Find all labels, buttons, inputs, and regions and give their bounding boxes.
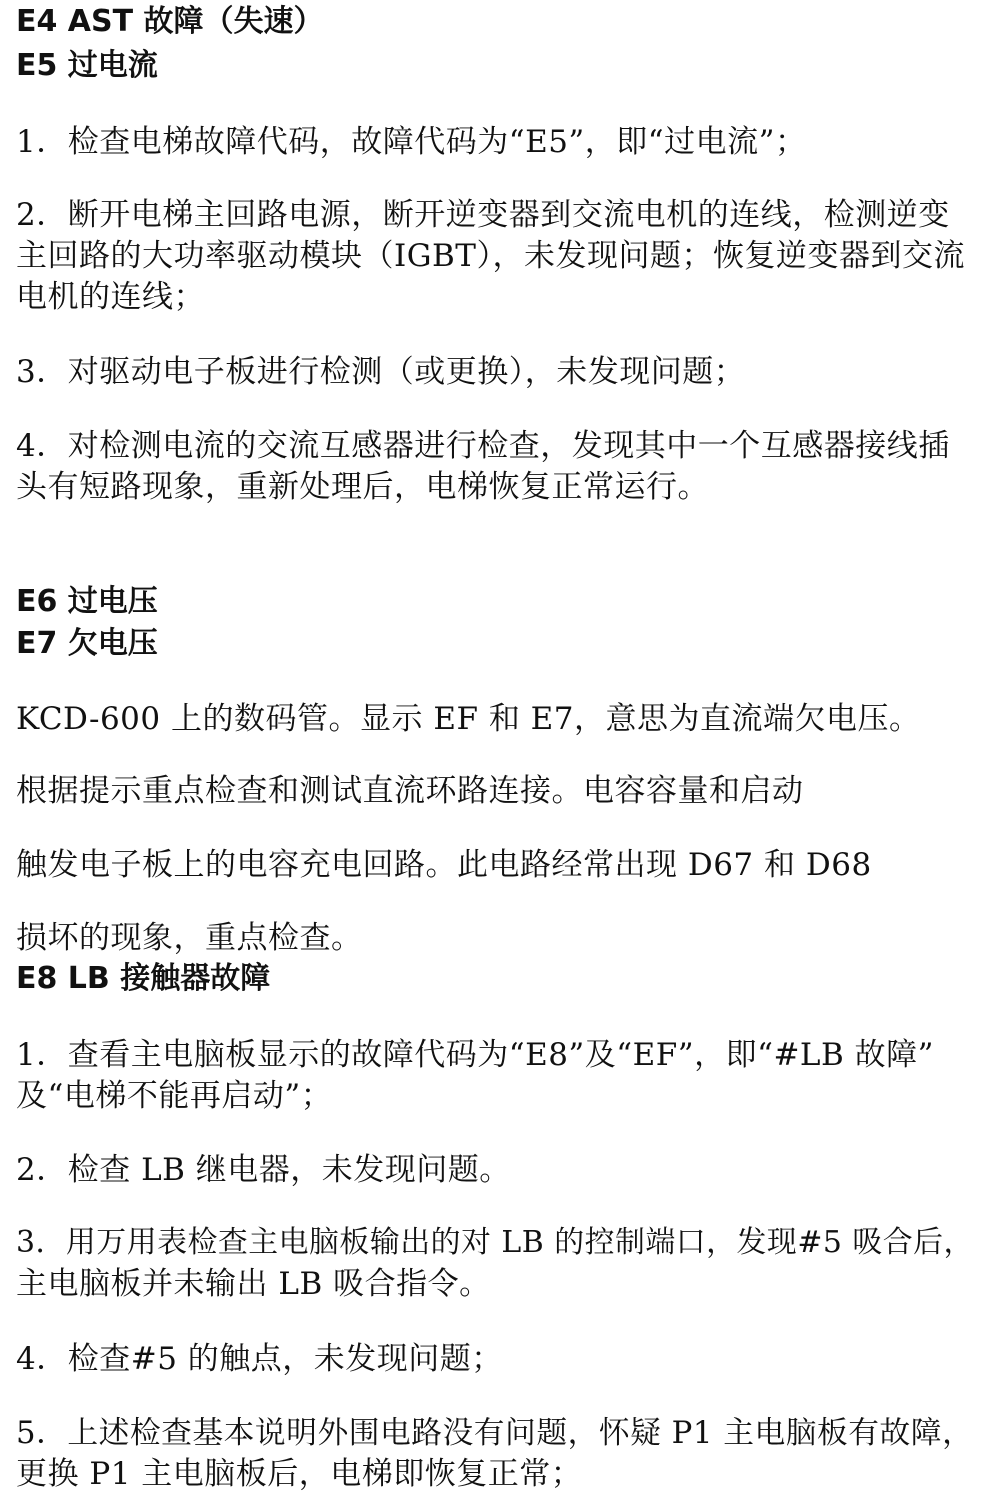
paragraph-line: 5．上述检查基本说明外围电路没有问题，怀疑 P1 主电脑板有故障， (16, 1415, 974, 1451)
paragraph-line: 主回路的大功率驱动模块（IGBT），未发现问题；恢复逆变器到交流 (16, 238, 965, 274)
paragraph-line: KCD-600 上的数码管。显示 EF 和 E7，意思为直流端欠电压。 (16, 701, 921, 737)
paragraph-line: 2．检查 LB 继电器，未发现问题。 (16, 1152, 511, 1188)
paragraph-line: 主电脑板并未输出 LB 吸合指令。 (16, 1266, 491, 1302)
section-heading: E5 过电流 (16, 48, 158, 83)
section-heading: E8 LB 接触器故障 (16, 961, 271, 996)
paragraph-line: 触发电子板上的电容充电回路。此电路经常出现 D67 和 D68 (16, 847, 872, 883)
paragraph-line: 3．用万用表检查主电脑板输出的对 LB 的控制端口，发现#5 吸合后， (16, 1225, 974, 1260)
section-heading: E7 欠电压 (16, 626, 158, 661)
paragraph-line: 及“电梯不能再启动”； (16, 1078, 333, 1114)
paragraph-line: 根据提示重点检查和测试直流环路连接。电容容量和启动 (16, 773, 804, 809)
paragraph-line: 2．断开电梯主回路电源，断开逆变器到交流电机的连线，检测逆变 (16, 197, 950, 233)
paragraph-line: 损坏的现象，重点检查。 (16, 920, 363, 956)
paragraph-line: 1．检查电梯故障代码，故障代码为“E5”，即“过电流”； (16, 124, 807, 160)
paragraph-line: 3．对驱动电子板进行检测（或更换），未发现问题； (16, 354, 746, 390)
paragraph-line: 电机的连线； (16, 279, 205, 315)
section-heading: E4 AST 故障（失速） (16, 4, 324, 39)
paragraph-line: 1．查看主电脑板显示的故障代码为“E8”及“EF”，即“#LB 故障” (16, 1037, 934, 1073)
paragraph-line: 4．对检测电流的交流互感器进行检查，发现其中一个互感器接线插 (16, 428, 950, 464)
paragraph-line: 头有短路现象，重新处理后，电梯恢复正常运行。 (16, 469, 709, 505)
section-heading: E6 过电压 (16, 584, 158, 619)
paragraph-line: 更换 P1 主电脑板后，电梯即恢复正常； (16, 1456, 583, 1492)
paragraph-line: 4．检查#5 的触点，未发现问题； (16, 1341, 503, 1377)
